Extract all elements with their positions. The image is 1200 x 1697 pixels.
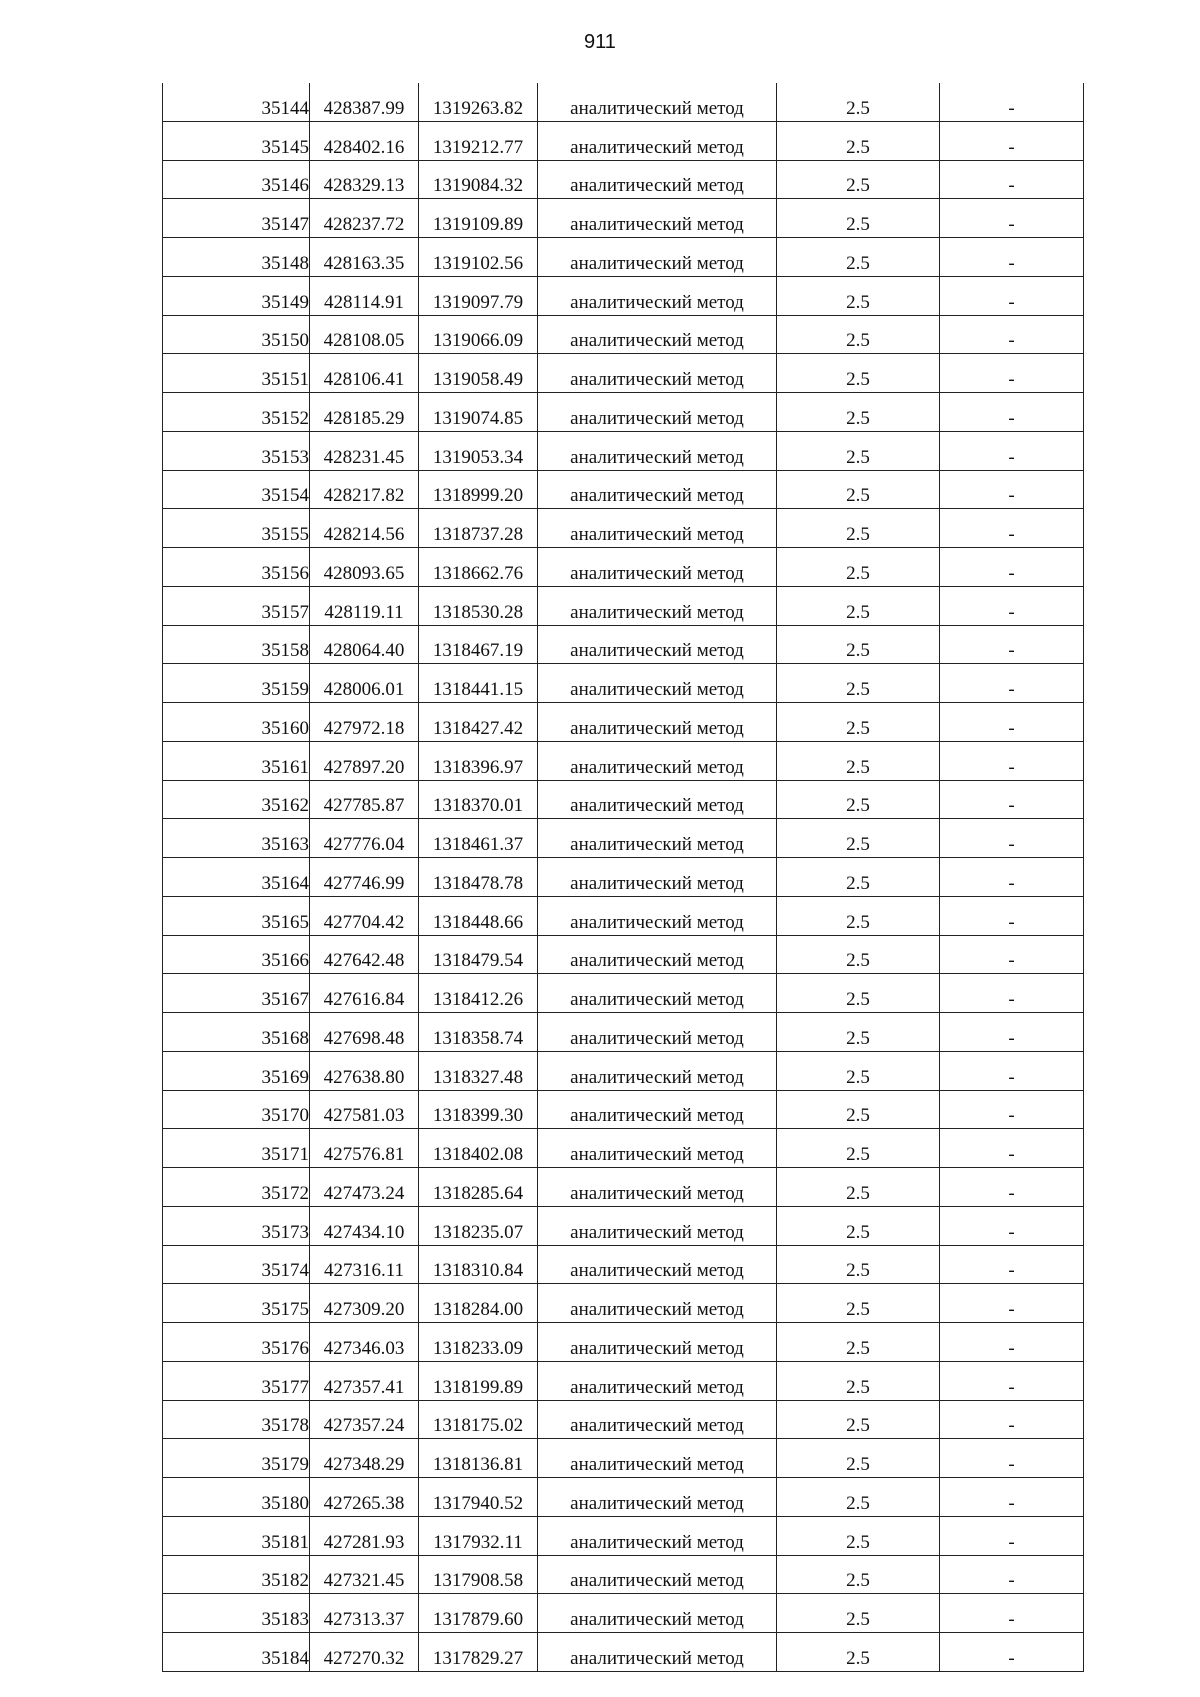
accuracy-cell: 2.5 <box>777 1323 940 1362</box>
method-cell: аналитический метод <box>538 199 777 238</box>
table-row <box>163 238 1084 277</box>
point-id-cell: 35182 <box>163 1555 310 1594</box>
point-id-cell: 35183 <box>163 1594 310 1633</box>
point-id-cell: 35149 <box>163 276 310 315</box>
x-coordinate-cell: 427581.03 <box>310 1090 419 1129</box>
point-id-cell: 35153 <box>163 431 310 470</box>
accuracy-cell: 2.5 <box>777 935 940 974</box>
x-coordinate-cell: 427473.24 <box>310 1168 419 1207</box>
x-coordinate-cell: 428237.72 <box>310 199 419 238</box>
accuracy-cell: 2.5 <box>777 1168 940 1207</box>
method-cell: аналитический метод <box>538 1090 777 1129</box>
note-cell: - <box>940 1284 1084 1323</box>
y-coordinate-cell: 1318999.20 <box>419 470 538 509</box>
x-coordinate-cell: 427270.32 <box>310 1633 419 1672</box>
point-id-cell: 35179 <box>163 1439 310 1478</box>
accuracy-cell: 2.5 <box>777 1633 940 1672</box>
note-cell: - <box>940 1361 1084 1400</box>
accuracy-cell: 2.5 <box>777 238 940 277</box>
point-id-cell: 35162 <box>163 780 310 819</box>
table-row <box>163 1594 1084 1633</box>
x-coordinate-cell: 427346.03 <box>310 1323 419 1362</box>
table-row <box>163 703 1084 742</box>
accuracy-cell: 2.5 <box>777 1478 940 1517</box>
accuracy-cell: 2.5 <box>777 1090 940 1129</box>
point-id-cell: 35176 <box>163 1323 310 1362</box>
y-coordinate-cell: 1318310.84 <box>419 1245 538 1284</box>
y-coordinate-cell: 1319084.32 <box>419 160 538 199</box>
y-coordinate-cell: 1318370.01 <box>419 780 538 819</box>
method-cell: аналитический метод <box>538 160 777 199</box>
y-coordinate-cell: 1318448.66 <box>419 896 538 935</box>
method-cell: аналитический метод <box>538 1013 777 1052</box>
table-row <box>163 1478 1084 1517</box>
point-id-cell: 35165 <box>163 896 310 935</box>
note-cell: - <box>940 896 1084 935</box>
accuracy-cell: 2.5 <box>777 83 940 121</box>
point-id-cell: 35168 <box>163 1013 310 1052</box>
note-cell: - <box>940 1090 1084 1129</box>
x-coordinate-cell: 427785.87 <box>310 780 419 819</box>
table-row <box>163 586 1084 625</box>
table-row <box>163 1400 1084 1439</box>
point-id-cell: 35144 <box>163 83 310 121</box>
point-id-cell: 35163 <box>163 819 310 858</box>
note-cell: - <box>940 509 1084 548</box>
x-coordinate-cell: 428093.65 <box>310 548 419 587</box>
accuracy-cell: 2.5 <box>777 819 940 858</box>
table-row <box>163 470 1084 509</box>
point-id-cell: 35152 <box>163 393 310 432</box>
note-cell: - <box>940 315 1084 354</box>
method-cell: аналитический метод <box>538 548 777 587</box>
accuracy-cell: 2.5 <box>777 470 940 509</box>
x-coordinate-cell: 427316.11 <box>310 1245 419 1284</box>
accuracy-cell: 2.5 <box>777 1129 940 1168</box>
method-cell: аналитический метод <box>538 83 777 121</box>
point-id-cell: 35156 <box>163 548 310 587</box>
x-coordinate-cell: 427972.18 <box>310 703 419 742</box>
y-coordinate-cell: 1318402.08 <box>419 1129 538 1168</box>
table-row <box>163 935 1084 974</box>
accuracy-cell: 2.5 <box>777 315 940 354</box>
note-cell: - <box>940 276 1084 315</box>
point-id-cell: 35171 <box>163 1129 310 1168</box>
method-cell: аналитический метод <box>538 586 777 625</box>
accuracy-cell: 2.5 <box>777 1594 940 1633</box>
point-id-cell: 35184 <box>163 1633 310 1672</box>
x-coordinate-cell: 428387.99 <box>310 83 419 121</box>
accuracy-cell: 2.5 <box>777 1400 940 1439</box>
point-id-cell: 35154 <box>163 470 310 509</box>
note-cell: - <box>940 238 1084 277</box>
accuracy-cell: 2.5 <box>777 1439 940 1478</box>
x-coordinate-cell: 428108.05 <box>310 315 419 354</box>
method-cell: аналитический метод <box>538 664 777 703</box>
method-cell: аналитический метод <box>538 354 777 393</box>
table-row <box>163 1090 1084 1129</box>
table-row <box>163 625 1084 664</box>
table-row <box>163 199 1084 238</box>
note-cell: - <box>940 121 1084 160</box>
method-cell: аналитический метод <box>538 1633 777 1672</box>
method-cell: аналитический метод <box>538 431 777 470</box>
point-id-cell: 35161 <box>163 741 310 780</box>
accuracy-cell: 2.5 <box>777 780 940 819</box>
accuracy-cell: 2.5 <box>777 974 940 1013</box>
method-cell: аналитический метод <box>538 276 777 315</box>
x-coordinate-cell: 427698.48 <box>310 1013 419 1052</box>
point-id-cell: 35169 <box>163 1051 310 1090</box>
y-coordinate-cell: 1317829.27 <box>419 1633 538 1672</box>
table-row <box>163 1245 1084 1284</box>
table-row <box>163 1555 1084 1594</box>
table-row <box>163 780 1084 819</box>
x-coordinate-cell: 428006.01 <box>310 664 419 703</box>
y-coordinate-cell: 1319053.34 <box>419 431 538 470</box>
table-row <box>163 858 1084 897</box>
method-cell: аналитический метод <box>538 625 777 664</box>
coordinates-table <box>162 83 1084 1672</box>
table-row <box>163 276 1084 315</box>
x-coordinate-cell: 428402.16 <box>310 121 419 160</box>
point-id-cell: 35178 <box>163 1400 310 1439</box>
accuracy-cell: 2.5 <box>777 896 940 935</box>
note-cell: - <box>940 199 1084 238</box>
table-row <box>163 1516 1084 1555</box>
y-coordinate-cell: 1318233.09 <box>419 1323 538 1362</box>
note-cell: - <box>940 1439 1084 1478</box>
method-cell: аналитический метод <box>538 1555 777 1594</box>
y-coordinate-cell: 1318530.28 <box>419 586 538 625</box>
table-body <box>163 83 1084 1671</box>
table-row <box>163 1168 1084 1207</box>
x-coordinate-cell: 427321.45 <box>310 1555 419 1594</box>
table-row <box>163 1284 1084 1323</box>
point-id-cell: 35180 <box>163 1478 310 1517</box>
note-cell: - <box>940 1555 1084 1594</box>
x-coordinate-cell: 427357.41 <box>310 1361 419 1400</box>
y-coordinate-cell: 1318285.64 <box>419 1168 538 1207</box>
note-cell: - <box>940 393 1084 432</box>
y-coordinate-cell: 1317879.60 <box>419 1594 538 1633</box>
method-cell: аналитический метод <box>538 121 777 160</box>
note-cell: - <box>940 1129 1084 1168</box>
y-coordinate-cell: 1318662.76 <box>419 548 538 587</box>
note-cell: - <box>940 741 1084 780</box>
table-row <box>163 896 1084 935</box>
x-coordinate-cell: 427576.81 <box>310 1129 419 1168</box>
note-cell: - <box>940 1633 1084 1672</box>
accuracy-cell: 2.5 <box>777 625 940 664</box>
accuracy-cell: 2.5 <box>777 431 940 470</box>
note-cell: - <box>940 83 1084 121</box>
y-coordinate-cell: 1318399.30 <box>419 1090 538 1129</box>
y-coordinate-cell: 1318358.74 <box>419 1013 538 1052</box>
x-coordinate-cell: 427265.38 <box>310 1478 419 1517</box>
point-id-cell: 35157 <box>163 586 310 625</box>
x-coordinate-cell: 427638.80 <box>310 1051 419 1090</box>
method-cell: аналитический метод <box>538 1516 777 1555</box>
method-cell: аналитический метод <box>538 1245 777 1284</box>
method-cell: аналитический метод <box>538 1323 777 1362</box>
method-cell: аналитический метод <box>538 1168 777 1207</box>
note-cell: - <box>940 974 1084 1013</box>
table-row <box>163 431 1084 470</box>
y-coordinate-cell: 1319058.49 <box>419 354 538 393</box>
note-cell: - <box>940 1400 1084 1439</box>
x-coordinate-cell: 428185.29 <box>310 393 419 432</box>
x-coordinate-cell: 428114.91 <box>310 276 419 315</box>
table-row <box>163 1323 1084 1362</box>
point-id-cell: 35145 <box>163 121 310 160</box>
accuracy-cell: 2.5 <box>777 586 940 625</box>
point-id-cell: 35148 <box>163 238 310 277</box>
note-cell: - <box>940 1516 1084 1555</box>
table-row <box>163 1129 1084 1168</box>
method-cell: аналитический метод <box>538 1129 777 1168</box>
accuracy-cell: 2.5 <box>777 1051 940 1090</box>
method-cell: аналитический метод <box>538 1400 777 1439</box>
y-coordinate-cell: 1318136.81 <box>419 1439 538 1478</box>
method-cell: аналитический метод <box>538 509 777 548</box>
x-coordinate-cell: 428214.56 <box>310 509 419 548</box>
accuracy-cell: 2.5 <box>777 703 940 742</box>
note-cell: - <box>940 1323 1084 1362</box>
accuracy-cell: 2.5 <box>777 509 940 548</box>
x-coordinate-cell: 427348.29 <box>310 1439 419 1478</box>
y-coordinate-cell: 1318235.07 <box>419 1206 538 1245</box>
table-row <box>163 1361 1084 1400</box>
method-cell: аналитический метод <box>538 1594 777 1633</box>
point-id-cell: 35151 <box>163 354 310 393</box>
note-cell: - <box>940 1168 1084 1207</box>
method-cell: аналитический метод <box>538 896 777 935</box>
note-cell: - <box>940 664 1084 703</box>
point-id-cell: 35146 <box>163 160 310 199</box>
method-cell: аналитический метод <box>538 238 777 277</box>
y-coordinate-cell: 1318284.00 <box>419 1284 538 1323</box>
y-coordinate-cell: 1319263.82 <box>419 83 538 121</box>
method-cell: аналитический метод <box>538 1361 777 1400</box>
point-id-cell: 35155 <box>163 509 310 548</box>
accuracy-cell: 2.5 <box>777 1555 940 1594</box>
note-cell: - <box>940 625 1084 664</box>
x-coordinate-cell: 428329.13 <box>310 160 419 199</box>
table-row <box>163 548 1084 587</box>
x-coordinate-cell: 427313.37 <box>310 1594 419 1633</box>
method-cell: аналитический метод <box>538 1478 777 1517</box>
note-cell: - <box>940 780 1084 819</box>
x-coordinate-cell: 428106.41 <box>310 354 419 393</box>
note-cell: - <box>940 431 1084 470</box>
x-coordinate-cell: 428163.35 <box>310 238 419 277</box>
point-id-cell: 35177 <box>163 1361 310 1400</box>
note-cell: - <box>940 1206 1084 1245</box>
table-row <box>163 1206 1084 1245</box>
table-row <box>163 974 1084 1013</box>
note-cell: - <box>940 1594 1084 1633</box>
accuracy-cell: 2.5 <box>777 1245 940 1284</box>
point-id-cell: 35181 <box>163 1516 310 1555</box>
y-coordinate-cell: 1318175.02 <box>419 1400 538 1439</box>
accuracy-cell: 2.5 <box>777 121 940 160</box>
accuracy-cell: 2.5 <box>777 664 940 703</box>
x-coordinate-cell: 427776.04 <box>310 819 419 858</box>
method-cell: аналитический метод <box>538 974 777 1013</box>
accuracy-cell: 2.5 <box>777 548 940 587</box>
point-id-cell: 35174 <box>163 1245 310 1284</box>
point-id-cell: 35159 <box>163 664 310 703</box>
method-cell: аналитический метод <box>538 935 777 974</box>
point-id-cell: 35166 <box>163 935 310 974</box>
y-coordinate-cell: 1318412.26 <box>419 974 538 1013</box>
x-coordinate-cell: 428231.45 <box>310 431 419 470</box>
note-cell: - <box>940 470 1084 509</box>
x-coordinate-cell: 427309.20 <box>310 1284 419 1323</box>
point-id-cell: 35164 <box>163 858 310 897</box>
note-cell: - <box>940 858 1084 897</box>
y-coordinate-cell: 1319074.85 <box>419 393 538 432</box>
method-cell: аналитический метод <box>538 858 777 897</box>
accuracy-cell: 2.5 <box>777 393 940 432</box>
point-id-cell: 35170 <box>163 1090 310 1129</box>
y-coordinate-cell: 1319102.56 <box>419 238 538 277</box>
note-cell: - <box>940 1013 1084 1052</box>
table-row <box>163 1633 1084 1672</box>
y-coordinate-cell: 1318396.97 <box>419 741 538 780</box>
method-cell: аналитический метод <box>538 1439 777 1478</box>
y-coordinate-cell: 1318478.78 <box>419 858 538 897</box>
table-row <box>163 393 1084 432</box>
table-row <box>163 819 1084 858</box>
accuracy-cell: 2.5 <box>777 858 940 897</box>
y-coordinate-cell: 1318327.48 <box>419 1051 538 1090</box>
point-id-cell: 35150 <box>163 315 310 354</box>
note-cell: - <box>940 1478 1084 1517</box>
x-coordinate-cell: 428119.11 <box>310 586 419 625</box>
note-cell: - <box>940 819 1084 858</box>
method-cell: аналитический метод <box>538 780 777 819</box>
point-id-cell: 35175 <box>163 1284 310 1323</box>
point-id-cell: 35147 <box>163 199 310 238</box>
table-row <box>163 1013 1084 1052</box>
y-coordinate-cell: 1318467.19 <box>419 625 538 664</box>
method-cell: аналитический метод <box>538 741 777 780</box>
x-coordinate-cell: 427281.93 <box>310 1516 419 1555</box>
note-cell: - <box>940 1245 1084 1284</box>
y-coordinate-cell: 1319212.77 <box>419 121 538 160</box>
x-coordinate-cell: 427357.24 <box>310 1400 419 1439</box>
point-id-cell: 35172 <box>163 1168 310 1207</box>
accuracy-cell: 2.5 <box>777 741 940 780</box>
table-row <box>163 315 1084 354</box>
accuracy-cell: 2.5 <box>777 1516 940 1555</box>
accuracy-cell: 2.5 <box>777 276 940 315</box>
method-cell: аналитический метод <box>538 703 777 742</box>
point-id-cell: 35167 <box>163 974 310 1013</box>
method-cell: аналитический метод <box>538 1206 777 1245</box>
table-row <box>163 509 1084 548</box>
method-cell: аналитический метод <box>538 393 777 432</box>
table-row <box>163 83 1084 121</box>
x-coordinate-cell: 427746.99 <box>310 858 419 897</box>
y-coordinate-cell: 1318479.54 <box>419 935 538 974</box>
x-coordinate-cell: 428217.82 <box>310 470 419 509</box>
accuracy-cell: 2.5 <box>777 199 940 238</box>
table-row <box>163 121 1084 160</box>
x-coordinate-cell: 427704.42 <box>310 896 419 935</box>
method-cell: аналитический метод <box>538 1284 777 1323</box>
accuracy-cell: 2.5 <box>777 354 940 393</box>
method-cell: аналитический метод <box>538 1051 777 1090</box>
y-coordinate-cell: 1317908.58 <box>419 1555 538 1594</box>
y-coordinate-cell: 1317940.52 <box>419 1478 538 1517</box>
note-cell: - <box>940 548 1084 587</box>
accuracy-cell: 2.5 <box>777 1013 940 1052</box>
table-row <box>163 354 1084 393</box>
y-coordinate-cell: 1318199.89 <box>419 1361 538 1400</box>
x-coordinate-cell: 427616.84 <box>310 974 419 1013</box>
table-row <box>163 160 1084 199</box>
y-coordinate-cell: 1318737.28 <box>419 509 538 548</box>
note-cell: - <box>940 160 1084 199</box>
table-row <box>163 1051 1084 1090</box>
accuracy-cell: 2.5 <box>777 1361 940 1400</box>
table-row <box>163 1439 1084 1478</box>
y-coordinate-cell: 1318461.37 <box>419 819 538 858</box>
y-coordinate-cell: 1319097.79 <box>419 276 538 315</box>
point-id-cell: 35160 <box>163 703 310 742</box>
y-coordinate-cell: 1318427.42 <box>419 703 538 742</box>
note-cell: - <box>940 1051 1084 1090</box>
point-id-cell: 35158 <box>163 625 310 664</box>
x-coordinate-cell: 427897.20 <box>310 741 419 780</box>
note-cell: - <box>940 354 1084 393</box>
accuracy-cell: 2.5 <box>777 1206 940 1245</box>
y-coordinate-cell: 1319109.89 <box>419 199 538 238</box>
x-coordinate-cell: 427642.48 <box>310 935 419 974</box>
table-row <box>163 741 1084 780</box>
y-coordinate-cell: 1317932.11 <box>419 1516 538 1555</box>
note-cell: - <box>940 586 1084 625</box>
accuracy-cell: 2.5 <box>777 1284 940 1323</box>
x-coordinate-cell: 427434.10 <box>310 1206 419 1245</box>
method-cell: аналитический метод <box>538 470 777 509</box>
table-row <box>163 664 1084 703</box>
method-cell: аналитический метод <box>538 819 777 858</box>
method-cell: аналитический метод <box>538 315 777 354</box>
page-number: 911 <box>584 31 616 53</box>
point-id-cell: 35173 <box>163 1206 310 1245</box>
note-cell: - <box>940 703 1084 742</box>
y-coordinate-cell: 1318441.15 <box>419 664 538 703</box>
accuracy-cell: 2.5 <box>777 160 940 199</box>
note-cell: - <box>940 935 1084 974</box>
x-coordinate-cell: 428064.40 <box>310 625 419 664</box>
y-coordinate-cell: 1319066.09 <box>419 315 538 354</box>
